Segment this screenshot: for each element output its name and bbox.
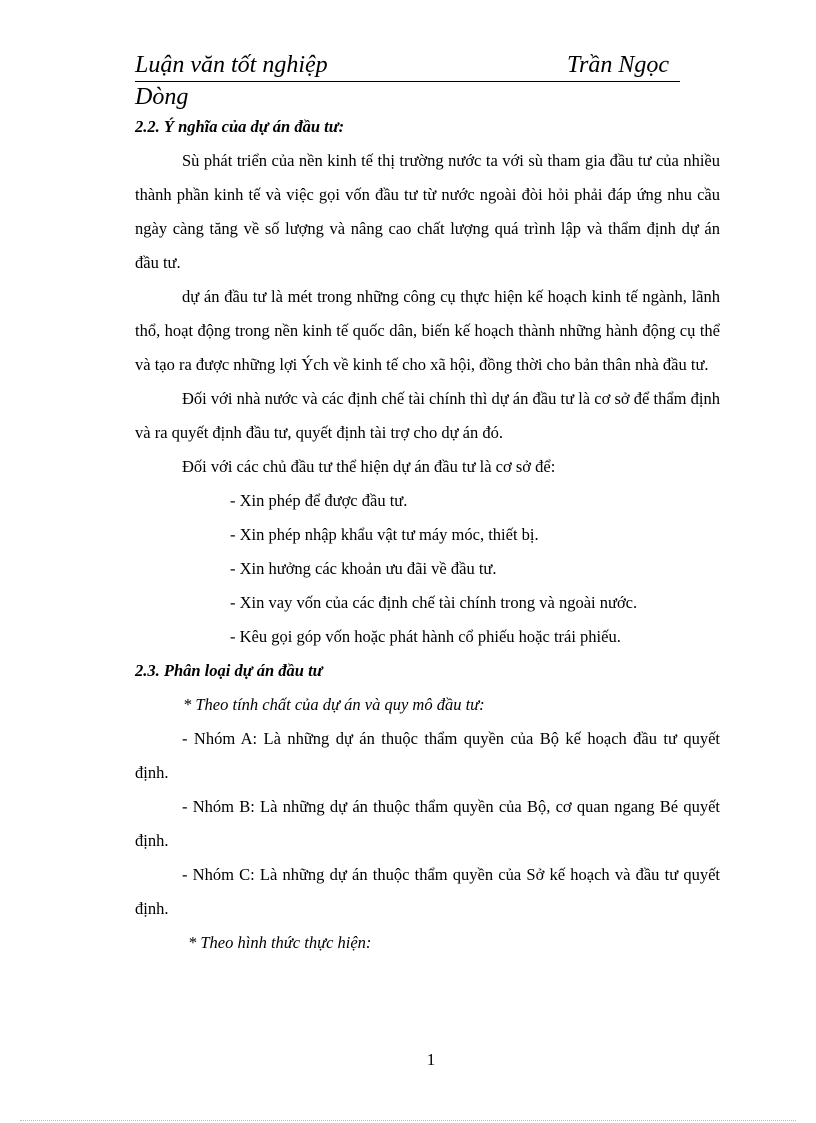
group-paragraph: - Nhóm B: Là những dự án thuộc thẩm quyền của Bộ, cơ quan ngang Bé quyết định. (135, 797, 720, 850)
list-item: - Kêu gọi góp vốn hoặc phát hành cổ phiếu hoặc trái phiếu. (230, 627, 621, 646)
list-item: - Xin hưởng các khoản ưu đãi về đầu tư. (230, 559, 497, 578)
list-item: - Xin phép để được đầu tư. (230, 491, 408, 510)
paragraph: Đối với các chủ đầu tư thể hiện dự án đầu tư là cơ sở để: (182, 457, 556, 476)
document-body (135, 110, 720, 960)
list-item: - Xin vay vốn của các định chế tài chính trong và ngoài nước. (230, 593, 638, 612)
page-number: 1 (426, 1050, 436, 1069)
section-heading-2-3: 2.3. Phân loại dự án đầu tư (135, 661, 323, 680)
header-author-name: Trần Ngọc (567, 52, 670, 78)
section-heading-2-2: 2.2. Ý nghĩa của dự án đầu tư: (135, 117, 345, 136)
paragraph: Đối với nhà nước và các định chế tài chính thì dự án đầu tư là cơ sở để thẩm định và ra quyết định đầu tư, quyết định tài trợ cho dự án đó. (135, 389, 720, 442)
page-header (135, 50, 680, 112)
paragraph: Sù phát triển của nền kinh tế thị trường nước ta với sù tham gia đầu tư của nhiều thành phần kinh tế và việc gọi vốn đầu tư từ nước ngoài đòi hỏi phải đáp ứng nhu cầu ngày càng tăng về số lượng và nâng cao chất lượng quá trình lập và thẩm định dự án đầu tư. (135, 151, 720, 272)
header-author-continuation: Dòng (135, 84, 189, 110)
list-item: - Xin phép nhập khẩu vật tư máy móc, thiết bị. (230, 525, 539, 544)
classification-criterion: * Theo tính chất của dự án và quy mô đầu tư: (183, 695, 485, 714)
header-thesis-title: Luận văn tốt nghiệp (135, 52, 328, 78)
group-paragraph: - Nhóm C: Là những dự án thuộc thẩm quyền của Sở kế hoạch và đầu tư quyết định. (135, 865, 720, 918)
paragraph: dự án đầu tư là mét trong những công cụ thực hiện kế hoạch kinh tế ngành, lãnh thổ, hoạt động trong nền kinh tế quốc dân, biến kế hoạch thành những hành động cụ thể và tạo ra được những lợi Ých về kinh tế cho xã hội, đồng thời cho bản thân nhà đầu tư. (135, 287, 720, 374)
header-rule (135, 50, 680, 82)
group-paragraph: - Nhóm A: Là những dự án thuộc thẩm quyền của Bộ kế hoạch đầu tư quyết định. (135, 729, 720, 782)
classification-criterion: * Theo hình thức thực hiện: (188, 933, 372, 952)
page-bottom-border (20, 1120, 796, 1121)
